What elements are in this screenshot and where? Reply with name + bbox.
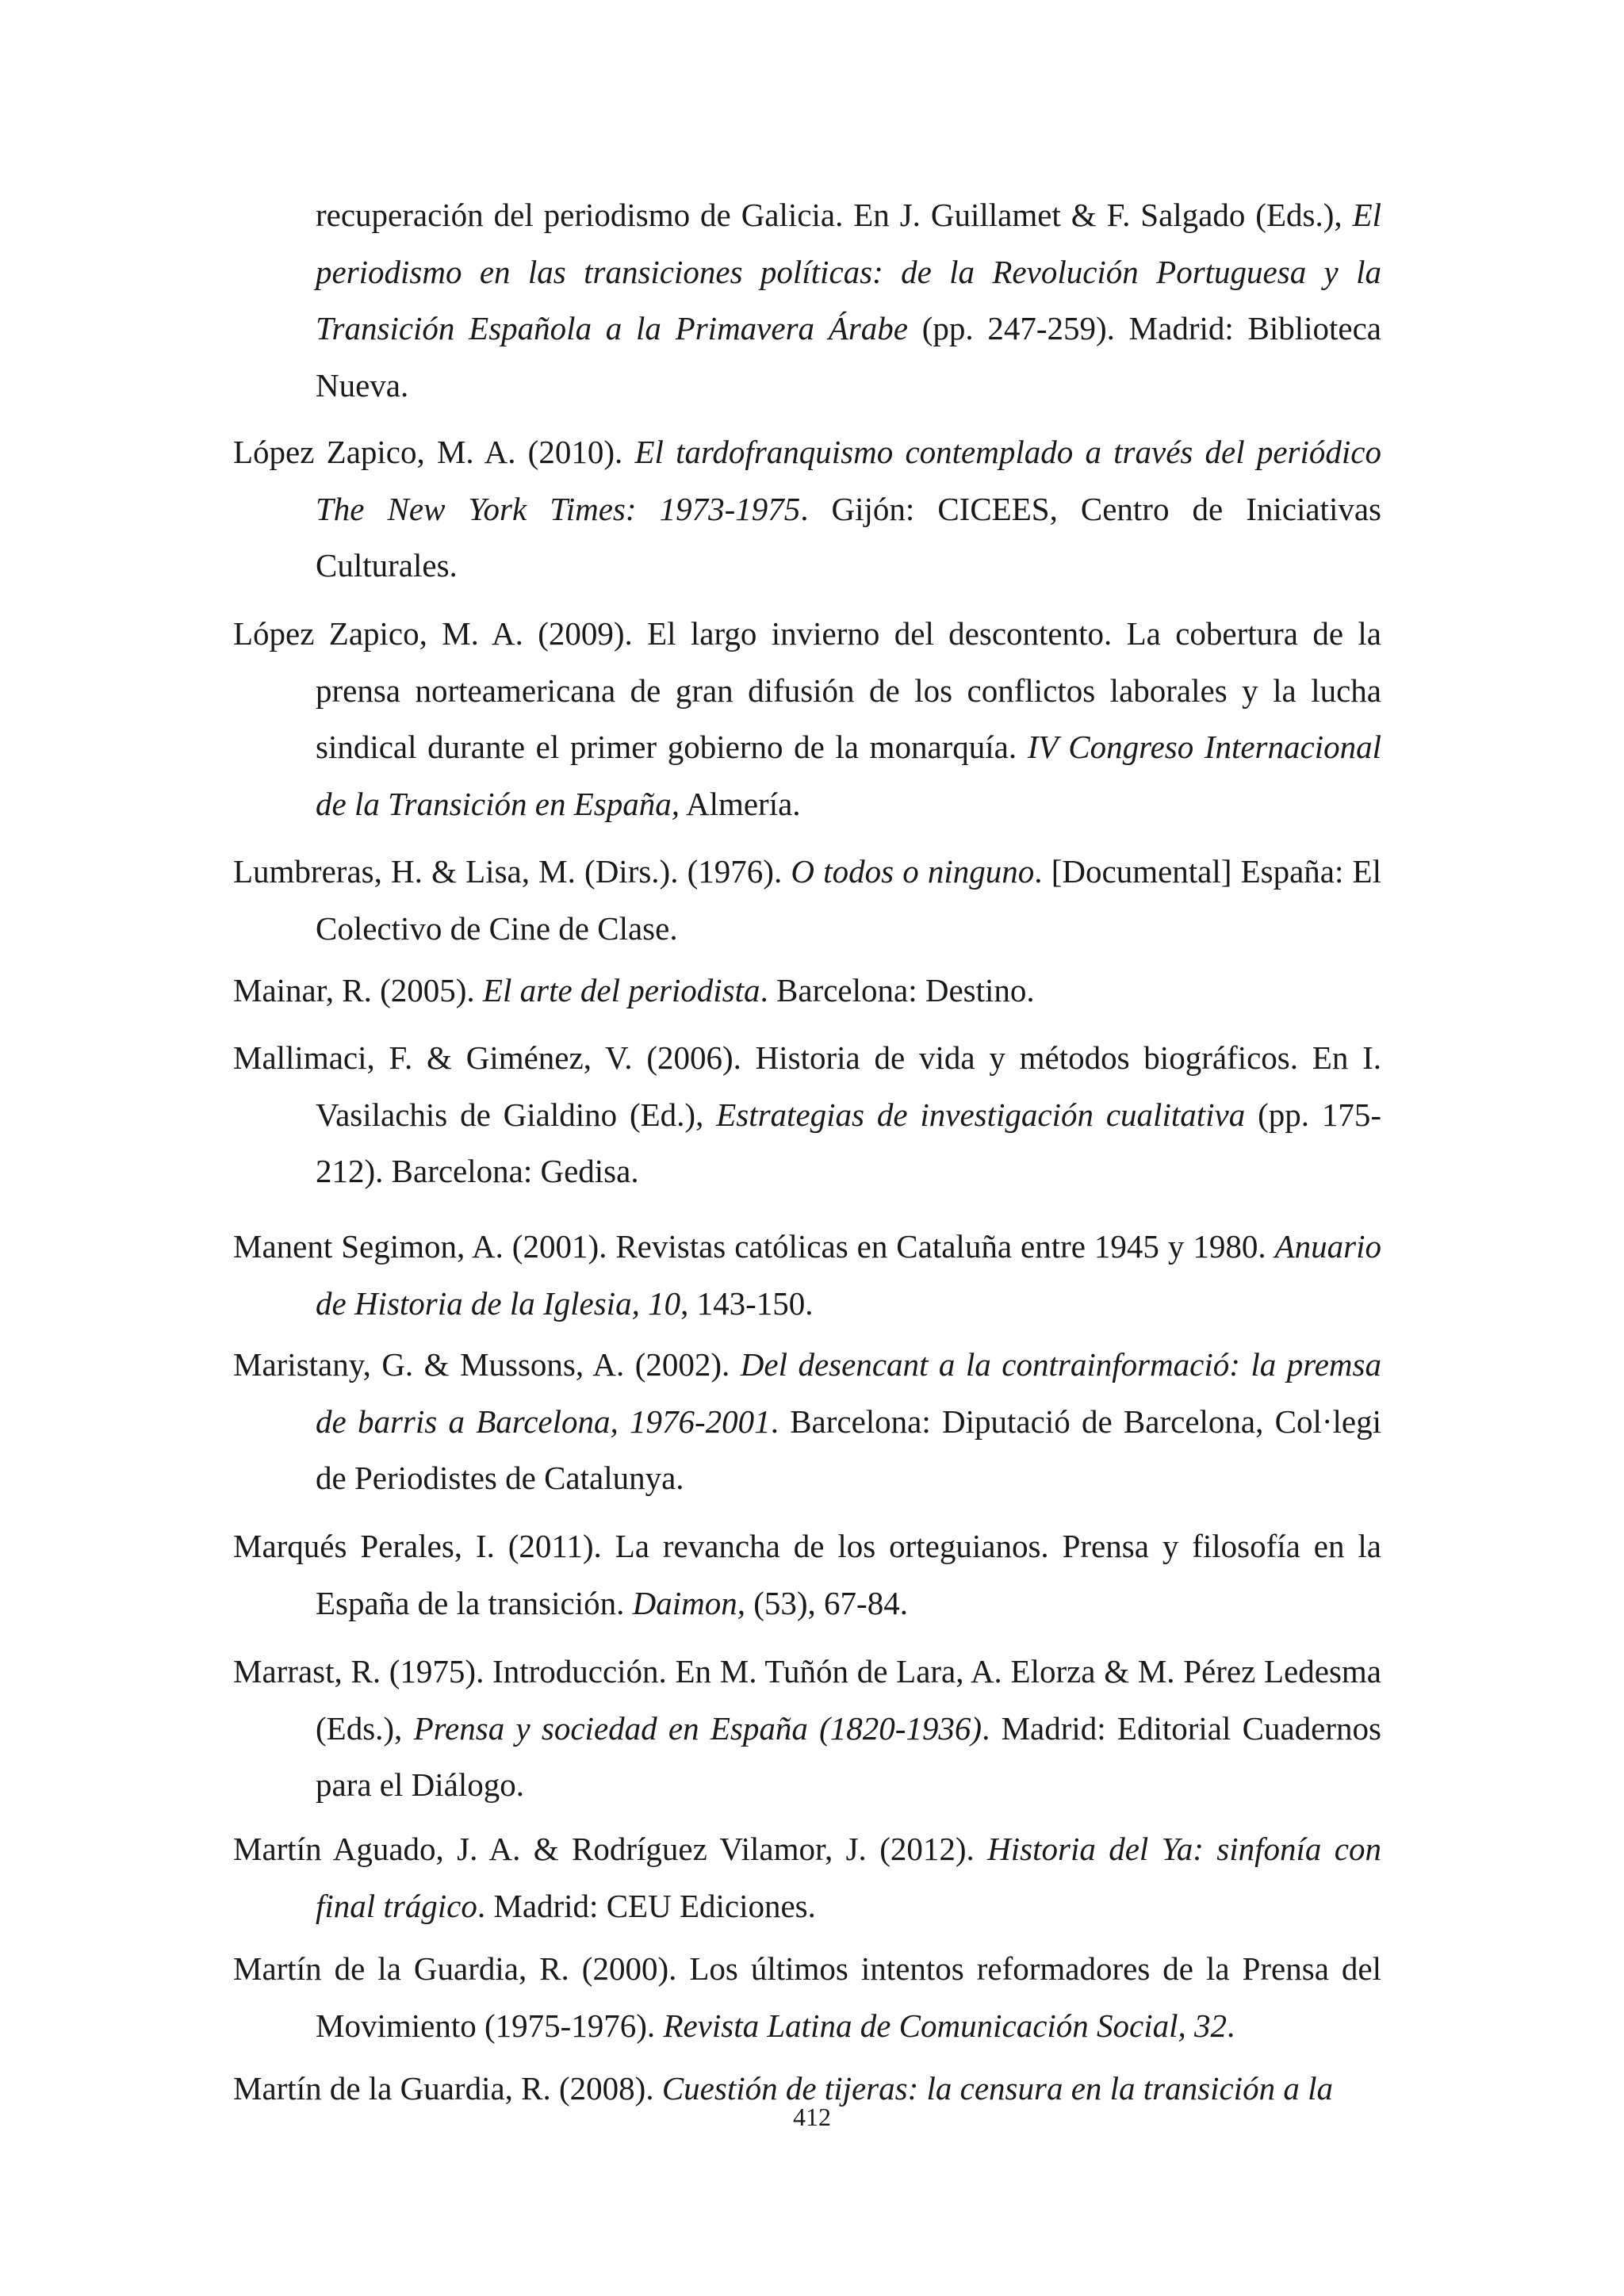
reference-text: . Barcelona: Diputació de Barcelona, Col·legi de Periodistes de Catalunya. [316,1402,1382,1496]
reference-text: Martín Aguado, J. A. & Rodríguez Vilamor, J. (2012). [233,1831,988,1867]
reference-text: Almería. [679,785,801,822]
reference-text: Martín de la Guardia, R. (2000). Los últimos intentos reformadores de la Prensa del Movimiento (1975-1976). [233,1950,1381,2044]
reference-title-italic: Anuario de Historia de la Iglesia, 10 [316,1228,1381,1322]
reference-text: Mallimaci, F. & Giménez, V. (2006). Historia de vida y métodos biográficos. En I. Vasilachis de Gialdino (Ed.), [233,1039,1381,1133]
reference-text: . Gijón: CICEES, Centro de Iniciativas Culturales. [316,490,1381,584]
reference-entry [233,1941,1381,2054]
reference-text: (53), 67-84. [745,1584,908,1621]
reference-title-italic: Del desencant a la contrainformació: la premsa de barris a Barcelona, 1976-2001 [316,1346,1381,1440]
reference-entry [233,844,1381,957]
reference-text: . Madrid: CEU Ediciones. [477,1887,816,1924]
reference-title-italic: Revista Latina de Comunicación Social, 32 [663,2007,1228,2044]
reference-text: recuperación del periodismo de Galicia. En J. Guillamet & F. Salgado (Eds.), [316,197,1353,233]
reference-title-italic: IV Congreso Internacional de la Transición en España, [316,729,1381,822]
reference-title-italic: Daimon, [632,1584,745,1621]
reference-text: López Zapico, M. A. (2009). El largo invierno del descontento. La cobertura de la prensa norteamericana de gran difusión de los conflictos laborales y la lucha sindical durante el primer gobierno de la monarquía. [233,615,1381,765]
reference-entry [233,424,1381,595]
reference-entry [233,187,1381,414]
reference-text: (pp. 175-212). Barcelona: Gedisa. [316,1096,1381,1189]
reference-entry [233,1644,1381,1814]
reference-entry [233,1219,1381,1332]
reference-text: Marrast, R. (1975). Introducción. En M. Tuñón de Lara, A. Elorza & M. Pérez Ledesma (Eds.), [233,1653,1381,1747]
reference-text: López Zapico, M. A. (2010). [233,434,635,470]
reference-title-italic: Cuestión de tijeras: la censura en la transición a la [661,2070,1333,2107]
reference-text: . Barcelona: Destino. [760,972,1035,1008]
reference-title-italic: O todos o ninguno [791,853,1035,890]
reference-title-italic: Prensa y sociedad en España (1820-1936) [413,1709,982,1747]
reference-text: Manent Segimon, A. (2001). Revistas católicas en Cataluña entre 1945 y 1980. [233,1228,1275,1265]
reference-text: Mainar, R. (2005). [233,972,483,1008]
reference-text: Marqués Perales, I. (2011). La revancha de los orteguianos. Prensa y filosofía en la España de la transición. [233,1528,1381,1621]
reference-text: Lumbreras, H. & Lisa, M. (Dirs.). (1976). [233,853,791,890]
reference-entry [233,1518,1381,1632]
reference-title-italic: El tardofranquismo contemplado a través del periódico The New York Times: 1973-1975 [316,434,1381,527]
reference-text: , 143-150. [680,1284,814,1322]
reference-entry [233,606,1381,832]
reference-entry [233,1337,1381,1507]
page-number: 412 [793,2103,831,2131]
reference-title-italic: El arte del periodista [482,972,760,1008]
reference-text: Martín de la Guardia, R. (2008). [233,2070,662,2107]
reference-title-italic: El periodismo en las transiciones políticas: de la Revolución Portuguesa y la Transición Española a la Primavera Árabe [316,197,1381,346]
reference-text: . [1227,2007,1235,2044]
reference-title-italic: Estrategias de investigación cualitativa [716,1096,1246,1133]
reference-entry [233,1030,1381,1200]
reference-title-italic: Historia del Ya: sinfonía con final trágico [316,1831,1381,1924]
reference-entry [233,962,1381,1020]
reference-text: Maristany, G. & Mussons, A. (2002). [233,1346,741,1383]
reference-text: (pp. 247-259). Madrid: Biblioteca Nueva. [316,310,1382,404]
reference-text: . Madrid: Editorial Cuadernos para el Diálogo. [316,1709,1381,1803]
reference-entry [233,1821,1381,1934]
reference-text: . [Documental] España: El Colectivo de Cine de Clase. [316,853,1381,947]
